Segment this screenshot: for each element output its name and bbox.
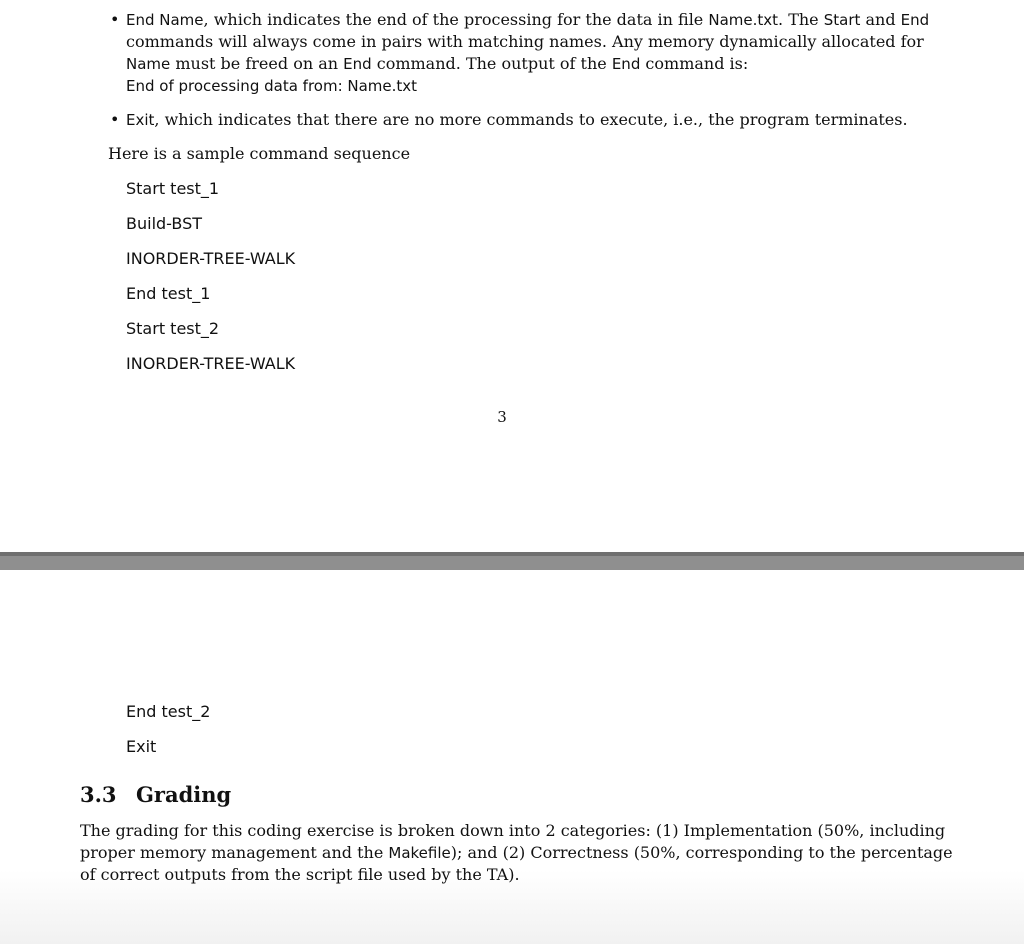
command-line: Exit	[126, 737, 157, 756]
bullet-line	[126, 75, 930, 97]
paragraph-line	[80, 842, 953, 864]
text-run: and	[860, 10, 901, 29]
bullet-line	[126, 9, 930, 31]
page-number: 3	[497, 408, 507, 426]
text-run: , which indicates that there are no more commands to execute, i.e., the program terminates.	[154, 110, 908, 129]
text-run: End	[900, 11, 930, 29]
bullet-line	[126, 31, 930, 53]
text-run: End of processing data from: Name.txt	[126, 77, 418, 95]
paragraph-line	[80, 820, 946, 842]
text-run: of correct outputs from the script file used by the TA).	[80, 865, 520, 884]
command-line: INORDER-TREE-WALK	[126, 354, 296, 373]
text-run: Name	[126, 55, 171, 73]
paragraph-line	[80, 864, 925, 886]
bullet-line	[126, 53, 930, 75]
text-run: . The	[778, 10, 824, 29]
bullet-exit-command	[110, 109, 930, 131]
grading-paragraph	[80, 820, 953, 886]
text-run: Name.txt	[708, 11, 779, 29]
bullet-icon: •	[110, 10, 120, 29]
command-line: Start test_2	[126, 319, 220, 338]
bullet-end-command	[110, 9, 930, 97]
text-run: commands will always come in pairs with matching names. Any memory dynamically allocated for	[126, 32, 924, 51]
text-run: must be freed on an	[170, 54, 344, 73]
text-run: ); and (2) Correctness (50%, corresponding to the percentage	[450, 843, 953, 862]
intro-text: Here is a sample command sequence	[108, 144, 411, 163]
text-run: Start	[823, 11, 861, 29]
bullet-line	[126, 109, 930, 131]
text-run: End	[611, 55, 641, 73]
section-number: 3.3	[80, 782, 117, 807]
section-heading	[80, 782, 231, 807]
section-title: Grading	[136, 782, 232, 807]
command-line: End test_1	[126, 284, 211, 303]
command-line: Start test_1	[126, 179, 220, 198]
text-run: Makefile	[388, 844, 451, 862]
text-run: End	[343, 55, 372, 73]
page-separator	[0, 552, 1024, 570]
bullet-icon: •	[110, 110, 120, 129]
text-run: command. The output of the	[371, 54, 612, 73]
document-page-lower	[0, 570, 1024, 944]
command-line: End test_2	[126, 702, 211, 721]
command-line: INORDER-TREE-WALK	[126, 249, 296, 268]
command-line: Build-BST	[126, 214, 202, 233]
text-run: Exit	[126, 111, 155, 129]
text-run: , which indicates the end of the processing for the data in file	[203, 10, 709, 29]
text-run: The grading for this coding exercise is broken down into 2 categories: (1) Implementation (50%, including	[80, 821, 946, 840]
text-run: proper memory management and the	[80, 843, 389, 862]
text-run: command is:	[640, 54, 749, 73]
text-run: End Name	[126, 11, 204, 29]
